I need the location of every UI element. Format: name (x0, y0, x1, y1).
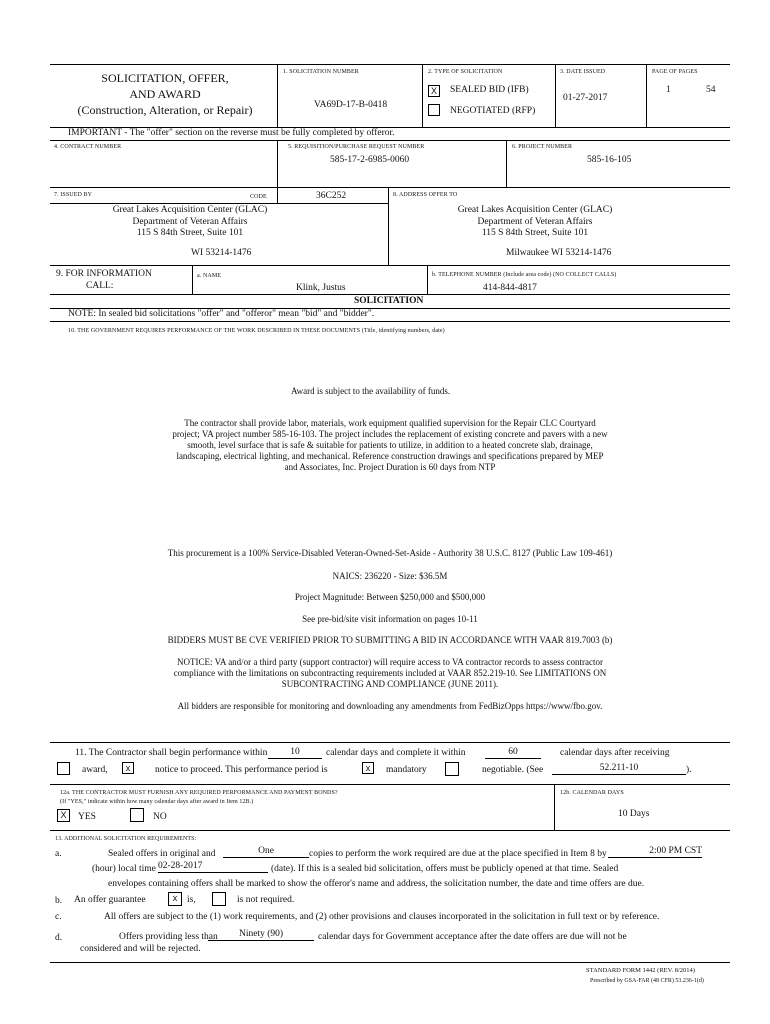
divider (388, 187, 389, 265)
negotiated-label: NEGOTIATED (RFP) (450, 106, 536, 116)
divider (50, 140, 730, 141)
copies-field[interactable]: One (223, 846, 309, 858)
divider (427, 265, 428, 294)
divider (50, 784, 730, 785)
contact-name: Klink, Justus (296, 283, 346, 293)
offer-to-city: Milwaukee WI 53214-1476 (506, 248, 612, 258)
notice-paragraph: NOTICE: VA and/or a third party (support contractor) will require access to VA contractor records to assess contractor compliance with the limitations on subcontracting requirements included at VAAR 852.219-10. See LIMITATIONS ON SUBCONTRACTING AND COMPLIANCE (JUNE 2011). (173, 657, 607, 689)
page-of-pages-label: PAGE OF PAGES (652, 69, 698, 75)
mandatory-checkbox[interactable]: x (362, 762, 374, 774)
phone-label: b. TELEPHONE NUMBER (Include area code) (NO COLLECT CALLS) (432, 272, 617, 278)
item13a-text5: envelopes containing offers shall be marked to show the offeror's name and address, the solicitation number, the date and time offers are due. (108, 879, 645, 889)
funds-note: Award is subject to the availability of funds. (291, 386, 451, 396)
due-date-field[interactable]: 02-28-2017 (158, 861, 268, 873)
item12b-label: 12b. CALENDAR DAYS (560, 790, 624, 796)
item13a-text3: (hour) local time (92, 864, 156, 874)
site-visit: See pre-bid/site visit information on pages 10-11 (302, 614, 478, 624)
item13d-letter: d. (55, 933, 63, 943)
box5-label: 5. REQUISITION/PURCHASE REQUEST NUMBER (288, 144, 425, 150)
box3-label: 3. DATE ISSUED (560, 69, 606, 75)
sealed-bid-label: SEALED BID (IFB) (450, 85, 529, 95)
days-begin-field[interactable]: 10 (268, 747, 322, 759)
box2-label: 2. TYPE OF SOLICITATION (428, 69, 503, 75)
guarantee-is-checkbox[interactable]: x (168, 892, 182, 906)
item13a-text4: (date). If this is a sealed bid solicitation, offers must be publicly opened at that time. Sealed (271, 864, 619, 874)
box4-label: 4. CONTRACT NUMBER (54, 144, 122, 150)
prescribed-by: Prescribed by GSA-FAR (48 CFR) 53.236-1(d) (590, 978, 704, 984)
divider (422, 64, 423, 127)
top-border (50, 64, 730, 65)
divider (277, 64, 278, 127)
item12a-sublabel: (If "YES," indicate within how many calendar days after award in Item 12B.) (60, 799, 254, 805)
amendments-note: All bidders are responsible for monitoring and downloading any amendments from FedBizOpps https://www/fbo.gov. (177, 701, 603, 711)
divider (50, 203, 388, 204)
item11-text-a: 11. The Contractor shall begin performance within (75, 748, 268, 758)
item13b-letter: b. (55, 896, 63, 906)
ntp-checkbox[interactable]: x (122, 762, 134, 774)
item13a-text1: Sealed offers in original and (108, 849, 216, 859)
issued-by-zip: WI 53214-1476 (191, 248, 252, 258)
divider (277, 140, 278, 187)
name-label: a. NAME (197, 273, 222, 279)
sealed-bid-checkbox[interactable]: X (428, 85, 440, 97)
divider (506, 140, 507, 187)
divider (192, 265, 193, 294)
box8-label: 8. ADDRESS OFFER TO (393, 192, 458, 198)
divider (555, 64, 556, 127)
form-number: STANDARD FORM 1442 (REV. 8/2014) (586, 967, 695, 974)
item13d-text3: considered and will be rejected. (80, 944, 201, 954)
due-time-field[interactable]: 2:00 PM CST (608, 846, 702, 858)
item12a-label: 12a. THE CONTRACTOR MUST FURNISH ANY REQUIRED PERFORMANCE AND PAYMENT BONDS? (60, 790, 338, 796)
set-aside: This procurement is a 100% Service-Disabled Veteran-Owned-Set-Aside - Authority 38 U.S.C. 8127 (Public Law 109-461) (167, 548, 613, 558)
item13-label: 13. ADDITIONAL SOLICITATION REQUIREMENTS: (55, 836, 197, 842)
project-magnitude: Project Magnitude: Between $250,000 and $500,000 (294, 592, 486, 602)
cve-requirement: BIDDERS MUST BE CVE VERIFIED PRIOR TO SUBMITTING A BID IN ACCORDANCE WITH VAAR 819.7003 (b) (167, 635, 613, 645)
divider (50, 321, 730, 322)
acceptance-days-field[interactable]: Ninety (90) (208, 929, 314, 941)
code-label: CODE (250, 194, 267, 200)
bonds-yes-label: YES (78, 812, 96, 822)
divider (646, 64, 647, 127)
bonds-yes-checkbox[interactable]: X (57, 809, 70, 822)
offer-to-address: Great Lakes Acquisition Center (GLAC) Department of Veteran Affairs 115 S 84th Street, Suite 101 (457, 205, 613, 238)
item11-text-c: calendar days after receiving (560, 748, 670, 758)
item11-close: ). (686, 765, 692, 775)
page-current: 1 (666, 85, 671, 95)
divider (50, 742, 730, 743)
ntp-label: notice to proceed. This performance period is (155, 765, 328, 775)
item11-text-b: calendar days and complete it within (326, 748, 466, 758)
divider (50, 265, 730, 266)
project-number: 585-16-105 (587, 155, 632, 165)
guarantee-not-checkbox[interactable] (212, 892, 226, 906)
box1-label: 1. SOLICITATION NUMBER (283, 69, 359, 75)
bonds-no-label: NO (153, 812, 167, 822)
bonds-no-checkbox[interactable] (130, 808, 144, 822)
form-title: SOLICITATION, OFFER, AND AWARD (Construction, Alteration, or Repair) (77, 71, 253, 117)
code-value: 36C252 (316, 191, 347, 201)
negotiated-checkbox[interactable] (428, 104, 440, 116)
naics: NAICS: 236220 - Size: $36.5M (332, 571, 448, 581)
award-checkbox[interactable] (57, 762, 70, 775)
date-issued: 01-27-2017 (563, 93, 608, 103)
divider (554, 784, 555, 830)
item13c-letter: c. (55, 912, 62, 922)
item13d-text1: Offers providing less than (119, 932, 218, 942)
requisition-number: 585-17-2-6985-0060 (330, 155, 410, 165)
divider (50, 187, 730, 188)
guarantee-is-label: is, (187, 895, 196, 905)
item13b-text1: An offer guarantee (74, 895, 146, 905)
guarantee-not-label: is not required. (237, 895, 295, 905)
issued-by-address: Great Lakes Acquisition Center (GLAC) Department of Veteran Affairs 115 S 84th Street, Suite 101 (112, 205, 268, 238)
box9-label-1: 9. FOR INFORMATION (56, 269, 152, 279)
see-reference-field[interactable]: 52.211-10 (552, 763, 686, 775)
solicitation-number: VA69D-17-B-0418 (314, 100, 388, 110)
solicitation-heading: SOLICITATION (354, 296, 424, 306)
negotiable-checkbox[interactable] (445, 762, 459, 776)
negotiable-label: negotiable. (See (482, 765, 544, 775)
sealed-bid-note: NOTE: In sealed bid solicitations "offer" and "offeror" mean "bid" and "bidder". (68, 309, 375, 319)
box6-label: 6. PROJECT NUMBER (512, 144, 573, 150)
bottom-border (50, 962, 730, 963)
item13a-text2: copies to perform the work required are due at the place specified in Item 8 by (309, 849, 607, 859)
important-note: IMPORTANT - The "offer" section on the reverse must be fully completed by offeror. (68, 128, 395, 138)
award-label: award, (82, 765, 108, 775)
box10-label: 10. THE GOVERNMENT REQUIRES PERFORMANCE OF THE WORK DESCRIBED IN THESE DOCUMENTS (Title, identifying numbers, date) (68, 328, 445, 334)
contact-phone: 414-844-4817 (483, 283, 537, 293)
divider (50, 294, 730, 295)
item13d-text2: calendar days for Government acceptance after the date offers are due will not be (318, 932, 627, 942)
box9-label-2: CALL: (86, 281, 114, 291)
item13a-letter: a. (55, 849, 62, 859)
mandatory-label: mandatory (386, 765, 427, 775)
divider (50, 830, 730, 831)
scope-paragraph: The contractor shall provide labor, materials, work equipment qualified supervision for the Repair CLC Courtyard project; VA project number 585-16-103. The project includes the replacement of existing concrete and pavers with a new smooth, level surface that is safe & suitable for patients to utilize, in addition to a heated concrete slab, drainage, landscaping, electrical lighting, and mechanical. Reference construction drawings and specifications prepared by MEP and Associates, Inc. Project Duration is 60 days from NTP (172, 418, 608, 472)
divider (277, 187, 278, 203)
calendar-days: 10 Days (618, 809, 650, 819)
box7-label: 7. ISSUED BY (54, 192, 93, 198)
page-total: 54 (706, 85, 716, 95)
days-complete-field[interactable]: 60 (485, 747, 541, 759)
item13c-text: All offers are subject to the (1) work requirements, and (2) other provisions and clauses incorporated in the solicitation in full text or by reference. (104, 912, 660, 922)
